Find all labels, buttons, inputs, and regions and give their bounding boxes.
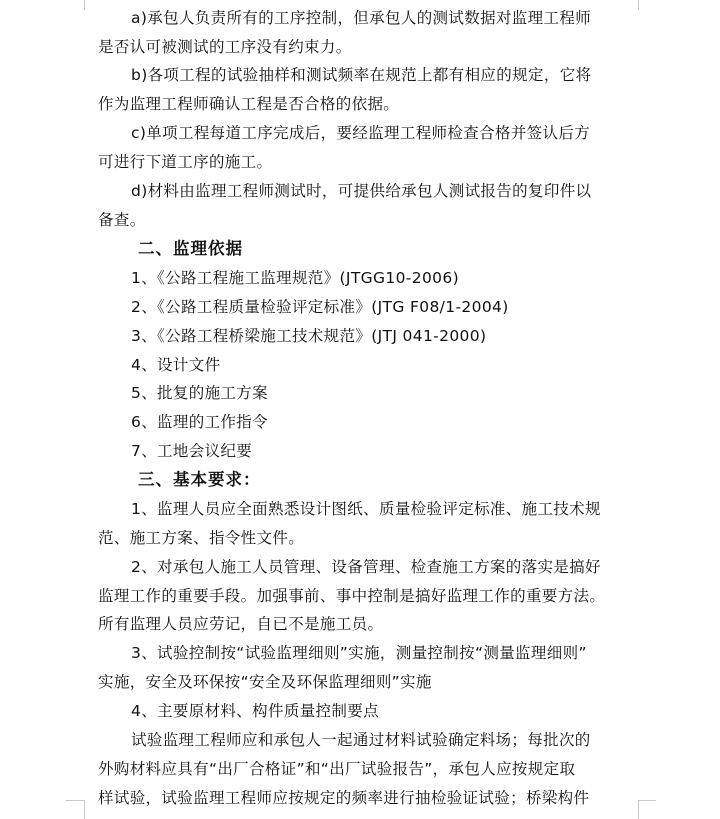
requirement-1-line-1: 1、监理人员应全面熟悉设计图纸、质量检验评定标准、施工技术规 — [131, 500, 601, 518]
requirement-1-line-2: 范、施工方案、指令性文件。 — [98, 529, 305, 547]
requirement-2-line-2: 监理工作的重要手段。加强事前、事中控制是搞好监理工作的重要方法。 — [98, 587, 606, 605]
materials-line-2: 外购材料应具有“出厂合格证”和“出厂试验报告”，承包人应按规定取 — [98, 760, 576, 778]
margin-guide — [66, 800, 84, 801]
list-item: 5、批复的施工方案 — [131, 384, 269, 402]
list-item: 2、《公路工程质量检验评定标准》(JTG F08/1-2004) — [131, 298, 509, 316]
margin-guide — [638, 0, 639, 10]
margin-guide — [638, 800, 656, 801]
paragraph-d-line-2: 备查。 — [98, 211, 146, 229]
paragraph-c-line-1: c)单项工程每道工序完成后，要经监理工程师检查合格并签认后方 — [131, 124, 591, 142]
section-heading: 二、监理依据 — [138, 239, 243, 258]
paragraph-d-line-1: d)材料由监理工程师测试时，可提供给承包人测试报告的复印件以 — [131, 182, 592, 200]
list-item: 1、《公路工程施工监理规范》(JTGG10-2006) — [131, 269, 459, 287]
materials-line-3: 样试验，试验监理工程师应按规定的频率进行抽检验证试验；桥梁构件 — [98, 789, 590, 807]
paragraph-c-line-2: 可进行下道工序的施工。 — [98, 153, 273, 171]
paragraph-a-line-2: 是否认可被测试的工序没有约束力。 — [98, 38, 352, 56]
requirement-2-line-3: 所有监理人员应劳记，自已不是施工员。 — [98, 615, 384, 633]
requirement-4-line-1: 4、主要原材料、构件质量控制要点 — [131, 702, 379, 720]
paragraph-a-line-1: a)承包人负责所有的工序控制，但承包人的测试数据对监理工程师 — [131, 9, 592, 27]
paragraph-b-line-2: 作为监理工程师确认工程是否合格的依据。 — [98, 95, 400, 113]
margin-guide — [84, 0, 85, 10]
list-item: 6、监理的工作指令 — [131, 413, 269, 431]
requirement-3-line-1: 3、试验控制按“试验监理细则”实施，测量控制按“测量监理细则” — [131, 644, 587, 662]
materials-line-1: 试验监理工程师应和承包人一起通过材料试验确定料场；每批次的 — [131, 731, 591, 749]
paragraph-b-line-1: b)各项工程的试验抽样和测试频率在规范上都有相应的规定，它将 — [131, 66, 592, 84]
requirement-2-line-1: 2、对承包人施工人员管理、设备管理、检查施工方案的落实是搞好 — [131, 558, 601, 576]
margin-guide — [84, 800, 85, 819]
requirement-3-line-2: 实施，安全及环保按“安全及环保监理细则”实施 — [98, 673, 432, 691]
margin-guide — [638, 800, 639, 819]
list-item: 3、《公路工程桥梁施工技术规范》(JTJ 041-2000) — [131, 327, 487, 345]
list-item: 4、设计文件 — [131, 356, 221, 374]
section-heading: 三、基本要求： — [138, 470, 261, 489]
list-item: 7、工地会议纪要 — [131, 442, 253, 460]
